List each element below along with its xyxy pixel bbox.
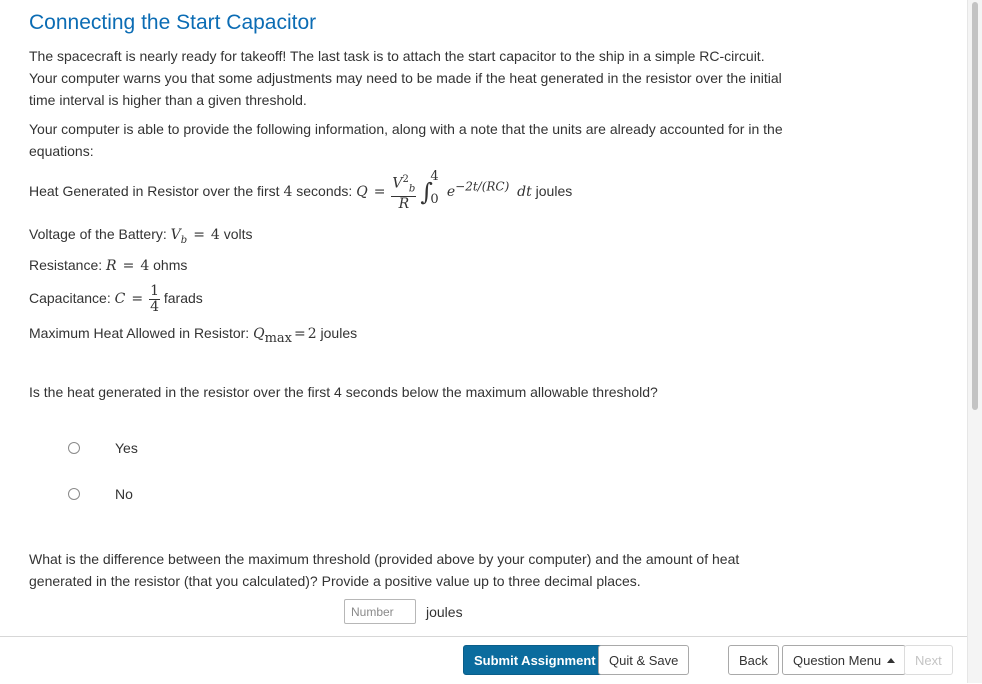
scrollbar[interactable]	[967, 0, 982, 683]
frac-numerator: V	[392, 175, 403, 192]
heat-label-2: seconds:	[296, 182, 353, 199]
answer-row	[344, 599, 463, 624]
answer-unit: joules	[426, 603, 463, 620]
frac-denominator: R	[398, 196, 410, 213]
info-paragraph: Your computer is able to provide the following information, along with a note that the units are already accounted for in the equations:	[29, 121, 783, 159]
heat-label: Heat Generated in Resistor over the first	[29, 182, 280, 199]
max-heat-line: Maximum Heat Allowed in Resistor: $Q_{max} = 2$ joules	[29, 325, 358, 346]
heat-formula-line: Heat Generated in Resistor over the first 4 seconds: Q = $\frac{V^2_b}{R}$ ∫ 4 0 $e^{-2t/(RC)}$ dt joules	[29, 169, 573, 213]
heat-fraction	[391, 172, 416, 212]
max-heat-subscript: max	[264, 330, 292, 346]
resistance-value: 4	[140, 258, 150, 274]
answer-input[interactable]	[344, 599, 416, 624]
voltage-unit: volts	[223, 226, 253, 242]
scrollbar-thumb[interactable]	[972, 2, 978, 410]
max-heat-variable: Q	[253, 326, 265, 342]
voltage-line: Voltage of the Battery: $V_b = 4$ volts	[29, 226, 253, 246]
resistance-label: Resistance:	[29, 257, 103, 273]
exponent: −2t/(RC)	[455, 179, 510, 194]
heat-variable: Q	[356, 183, 368, 200]
exp-base: e	[446, 183, 456, 200]
question-menu-label: Question Menu	[793, 652, 882, 668]
heat-unit: joules	[535, 182, 573, 199]
quit-save-button[interactable]: Quit & Save	[598, 645, 689, 675]
question-2: What is the difference between the maximum threshold (provided above by your computer) and the amount of heat generated in the resistor (that you calculated)? Provide a positive value up to three decimal places.	[29, 551, 740, 589]
integral-sign: ∫ 4 0	[420, 169, 439, 208]
radio-no[interactable]	[68, 488, 80, 500]
next-button: Next	[904, 645, 953, 675]
back-button[interactable]: Back	[728, 645, 779, 675]
intro-paragraph: The spacecraft is nearly ready for takeoff! The last task is to attach the start capacitor to the ship in a simple RC-circuit. Your computer warns you that some adjustments may need to be made if the heat generated in the resistor over the initial time interval is higher than a given threshold.	[29, 48, 782, 108]
radio-yes[interactable]	[68, 442, 80, 454]
capacitance-fraction	[149, 284, 160, 315]
option-no[interactable]	[68, 486, 133, 502]
dt: dt	[517, 183, 532, 200]
option-no-label[interactable]: No	[115, 486, 133, 502]
voltage-value: 4	[210, 227, 220, 243]
integral-upper-limit: 4	[430, 169, 439, 185]
frac-numerator-subscript: b	[408, 183, 416, 195]
capacitance-denominator: 4	[150, 299, 159, 315]
option-yes-label[interactable]: Yes	[115, 440, 138, 456]
page-title: Connecting the Start Capacitor	[29, 11, 317, 34]
voltage-label: Voltage of the Battery:	[29, 226, 167, 242]
capacitance-line: Capacitance: C = $\frac{1}{4}$ farads	[29, 283, 203, 315]
voltage-variable: V	[170, 227, 181, 243]
frac-numerator-exponent: 2	[402, 174, 409, 185]
footer-toolbar	[0, 636, 968, 684]
max-heat-unit: joules	[320, 325, 358, 341]
capacitance-label: Capacitance:	[29, 290, 111, 307]
resistance-variable: R	[106, 258, 117, 274]
question-1: Is the heat generated in the resistor over the first 4 seconds below the maximum allowable threshold?	[29, 384, 658, 400]
resistance-unit: ohms	[153, 257, 188, 273]
capacitance-numerator: 1	[150, 283, 159, 299]
max-heat-label: Maximum Heat Allowed in Resistor:	[29, 325, 250, 341]
capacitance-variable: C	[114, 291, 126, 308]
capacitance-unit: farads	[163, 290, 203, 307]
voltage-subscript: b	[180, 234, 188, 246]
resistance-line: Resistance: R = 4 ohms	[29, 257, 188, 274]
question-menu-button[interactable]	[782, 645, 906, 675]
integral-lower-limit: 0	[430, 192, 439, 208]
max-heat-value: 2	[307, 326, 317, 342]
submit-assignment-button[interactable]: Submit Assignment	[463, 645, 607, 675]
heat-seconds: 4	[283, 183, 293, 200]
option-yes[interactable]	[68, 440, 138, 456]
caret-up-icon	[887, 658, 895, 663]
